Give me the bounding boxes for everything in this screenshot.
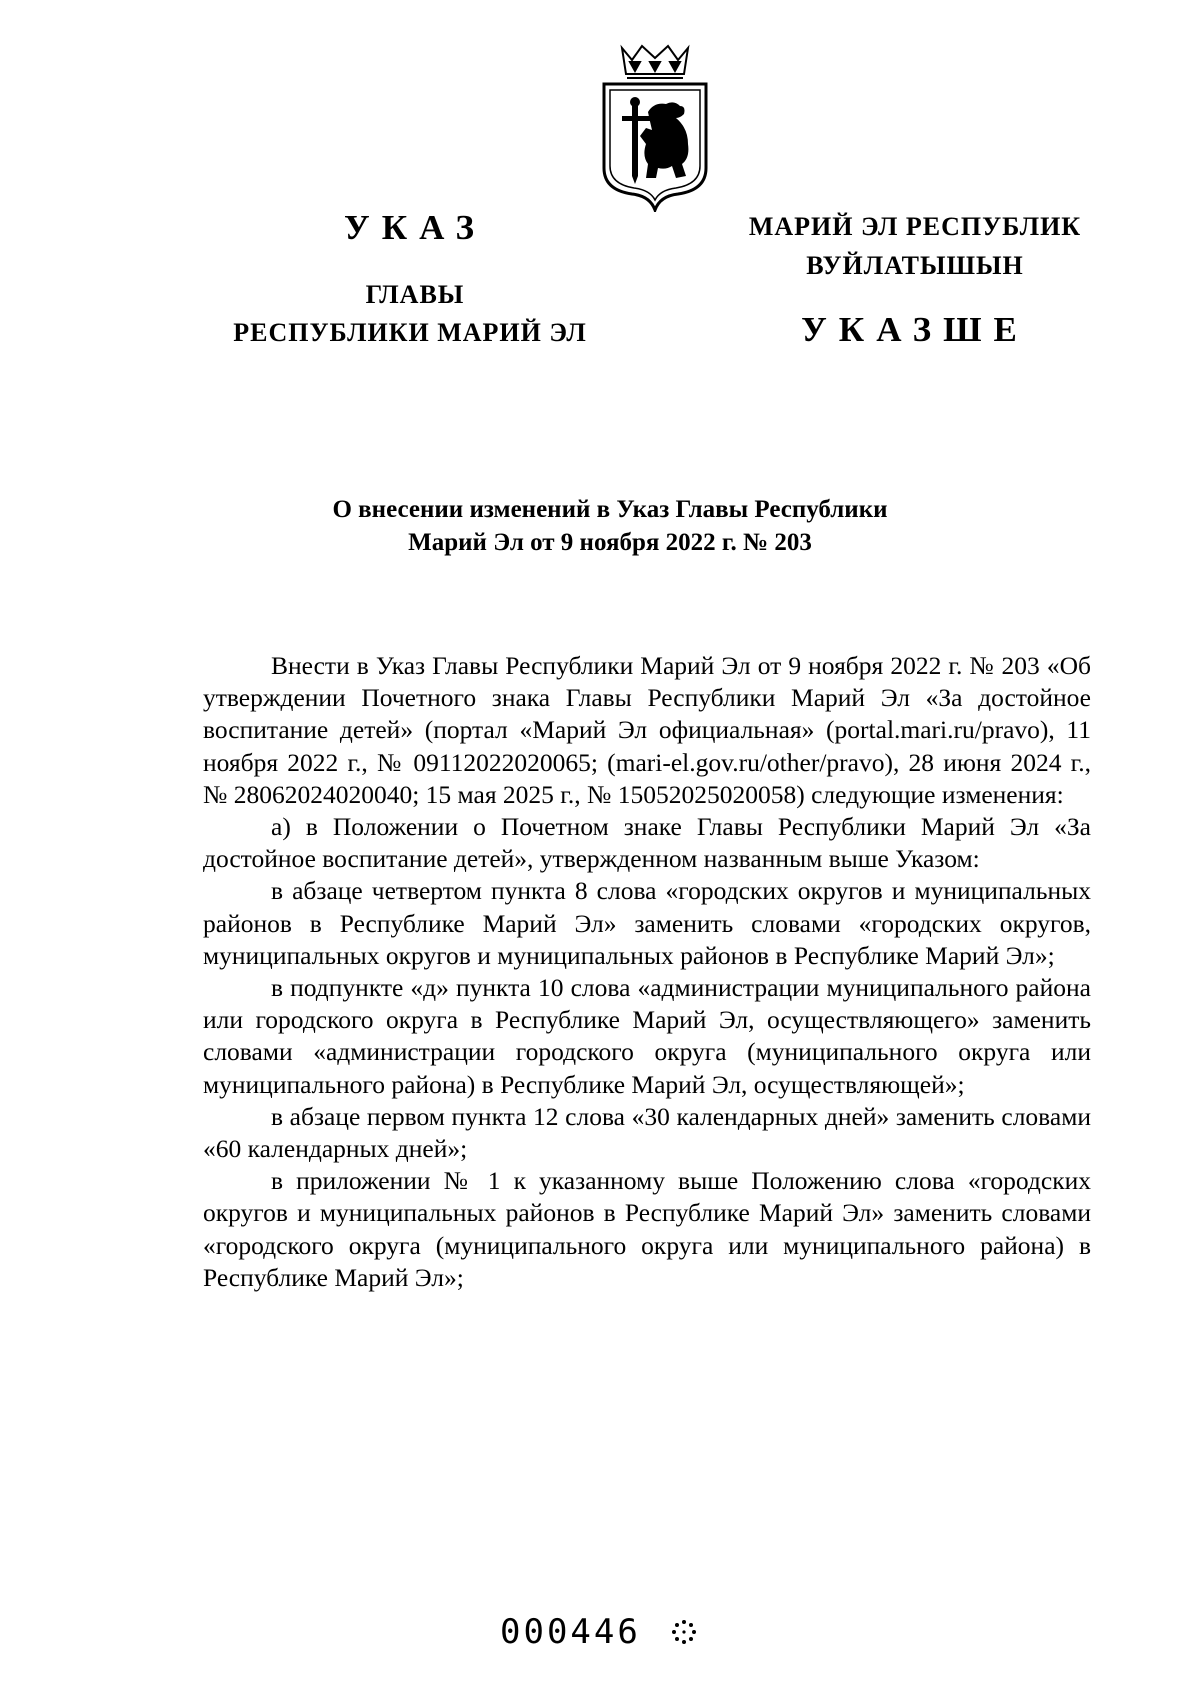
decree-title-mari: УКАЗШЕ bbox=[801, 310, 1029, 349]
document-body bbox=[203, 650, 1091, 1294]
coat-of-arms-icon bbox=[596, 40, 714, 212]
issuer-line-2-mari: ВУЙЛАТЫШЫН bbox=[806, 251, 1024, 280]
issuer-line-2-ru: РЕСПУБЛИКИ МАРИЙ ЭЛ bbox=[233, 318, 587, 347]
document-title-line-2: Марий Эл от 9 ноября 2022 г. № 203 bbox=[408, 529, 812, 556]
paragraph: в абзаце четвертом пункта 8 слова «городских округов и муниципальных районов в Республике Марий Эл» заменить словами «городских округов, муниципальных округов и муниципальных районов в Республике Марий Эл»; bbox=[203, 876, 1091, 970]
paragraph: в подпункте «д» пункта 10 слова «администрации муниципального района или городского округа в Республике Марий Эл, осуществляющего» заменить словами «администрации городского округа (муниципального округа или муниципального района) в Республике Марий Эл, осуществляющей»; bbox=[203, 973, 1091, 1099]
document-title bbox=[250, 493, 970, 559]
paragraph: в абзаце первом пункта 12 слова «30 календарных дней» заменить словами «60 календарных дней»; bbox=[203, 1101, 1091, 1164]
serial-number: 000446 bbox=[500, 1612, 641, 1652]
paragraph: Внести в Указ Главы Республики Марий Эл от 9 ноября 2022 г. № 203 «Об утверждении Почетного знака Главы Республики Марий Эл «За достойное воспитание детей» (портал «Марий Эл официальная» (portal.mari.ru/pravo), 11 ноября 2022 г., № 09112022020065; (mari-el.gov.ru/other/pravo), 28 июня 2024 г., № 28062024020040; 15 мая 2025 г., № 15052025020058) следующие изменения: bbox=[203, 651, 1091, 809]
issuer-line-1-mari: МАРИЙ ЭЛ РЕСПУБЛИК bbox=[748, 212, 1082, 241]
footer bbox=[500, 1608, 697, 1656]
document-title-line-1: О внесении изменений в Указ Главы Республики bbox=[332, 496, 888, 523]
paragraph: а) в Положении о Почетном знаке Главы Республики Марий Эл «За достойное воспитание детей», утвержденном названным выше Указом: bbox=[203, 812, 1091, 874]
crown-icon bbox=[622, 46, 688, 78]
asterisk-mark-icon bbox=[671, 1619, 697, 1645]
paragraph: в приложении № 1 к указанному выше Положению слова «городских округов и муниципальных районов в Республике Марий Эл» заменить словами «городского округа (муниципального округа или муниципального района) в Республике Марий Эл»; bbox=[203, 1166, 1091, 1292]
issuer-line-1-ru: ГЛАВЫ bbox=[365, 280, 465, 309]
decree-title-ru: УКАЗ bbox=[344, 208, 486, 247]
